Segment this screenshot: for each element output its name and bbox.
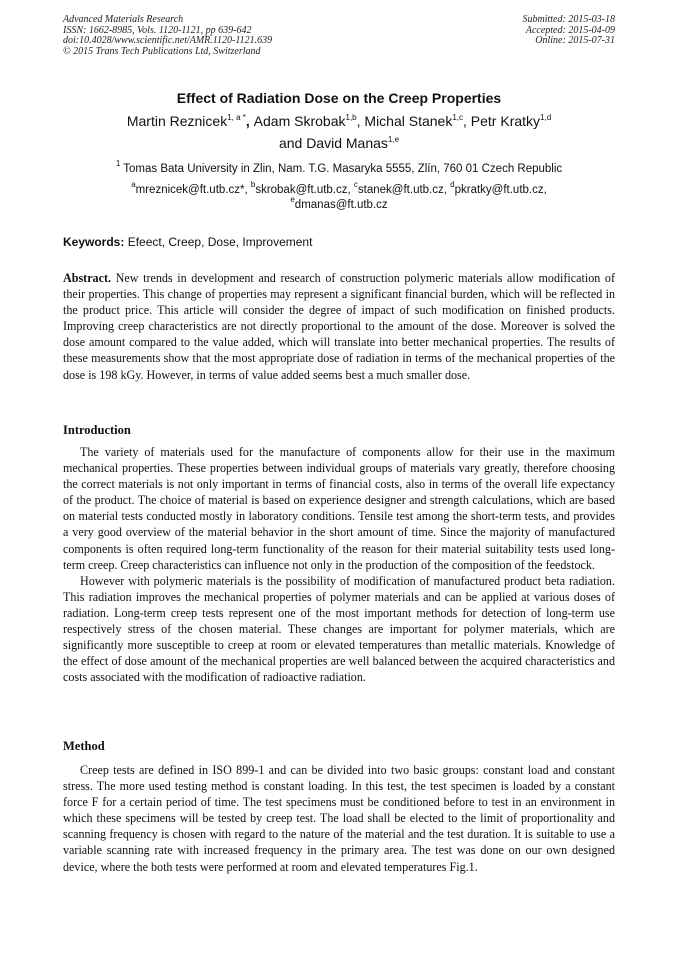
- abstract-label: Abstract.: [63, 271, 112, 285]
- issn-line: ISSN: 1662-8985, Vols. 1120-1121, pp 639-642: [63, 24, 252, 36]
- doi-line: doi:10.4028/www.scientific.net/AMR.1120-1121.639: [63, 35, 273, 46]
- email-address[interactable]: stanek@ft.utb.cz,: [357, 184, 451, 196]
- author-list: [40, 110, 638, 154]
- email-list: [40, 180, 638, 213]
- email-address[interactable]: pkratky@ft.utb.cz,: [454, 184, 547, 196]
- email-sup: c: [353, 180, 358, 189]
- introduction-heading: Introduction: [63, 423, 131, 437]
- author-sep: ,: [463, 113, 471, 129]
- email-line-2: [40, 195, 638, 213]
- submitted-date: Submitted: 2015-03-18: [522, 14, 615, 25]
- author-affil-sup: 1,c: [452, 113, 464, 122]
- method-body: [63, 762, 615, 875]
- keywords-label: Keywords:: [63, 235, 125, 249]
- paper-title: Effect of Radiation Dose on the Creep Properties: [176, 90, 502, 106]
- paragraph: The variety of materials used for the manufacture of components allow for their use in the maximum mechanical properties. These properties between individual groups of materials vary greatly, therefore choosing the correct materials is not only important in terms of financial costs, also in terms of the overall life expectancy of the product. The choice of material is based on experience designer and strength calculations, which are based on material tests conducted mostly in laboratory conditions. Tensile test among the short-term tests, and provides a very good overview of the material behavior in the short amount of time. Since the majority of manufactured components is often required long-term functionality of the reason for their material suitability tests used long-term creep. Creep characteristics can influence not only in the production of the composition of the feedstock.: [63, 445, 615, 572]
- author-affil-sup: 1,e: [387, 135, 400, 144]
- author-line-2: [40, 132, 638, 154]
- author-sep: ,: [356, 113, 365, 129]
- journal-info: [63, 15, 272, 57]
- keywords-text: Efeect, Creep, Dose, Improvement: [124, 235, 313, 249]
- author-name: Petr Kratky: [470, 113, 541, 129]
- email-sup: e: [290, 195, 295, 204]
- paragraph: Creep tests are defined in ISO 899-1 and can be divided into two basic groups: constant load and constant stress. The more used testing method is constant loading. In this test, the test specimen is loaded by a constant force F for a certain period of time. The test specimens must be conditioned before to test in an environment in which these specimens will be tested by creep test. The load shall be elected to the limit of proportionality and scanning frequency is chosen with regard to the nature of the material and the test duration. It is suitable to use a variable scanning rate with increased frequency in the primary area. The test was done on our own designed device, where the both tests were performed at room and elevated temperatures Fig.1.: [63, 763, 615, 874]
- affiliation: [40, 159, 638, 177]
- author-name: and David Manas: [278, 135, 388, 151]
- email-sup: a: [131, 180, 136, 189]
- copyright-line: © 2015 Trans Tech Publications Ltd, Switzerland: [63, 45, 261, 57]
- email-address[interactable]: skrobak@ft.utb.cz,: [255, 184, 354, 196]
- email-address[interactable]: mreznicek@ft.utb.cz*,: [135, 184, 251, 196]
- author-name: Adam Skrobak: [253, 113, 346, 129]
- author-name: Michal Stanek: [364, 113, 453, 129]
- email-sup: b: [250, 180, 256, 189]
- online-date: Online: 2015-07-31: [535, 35, 615, 46]
- title-block: [40, 88, 638, 213]
- introduction-body: [63, 444, 615, 685]
- keywords: [63, 235, 615, 250]
- email-address[interactable]: dmanas@ft.utb.cz: [294, 199, 388, 211]
- journal-name: Advanced Materials Research: [63, 14, 184, 25]
- affiliation-text: Tomas Bata University in Zlin, Nam. T.G. Masaryka 5555, Zlín, 760 01 Czech Republic: [123, 163, 563, 175]
- author-affil-sup: 1, a *: [227, 113, 246, 122]
- abstract-text: New trends in development and research of construction polymeric materials allow modification of their properties. This change of properties may represent a significant financial burden, which will be reflected in the product price. This article will consider the degree of impact of such modification on finished products. Improving creep characteristics are not directly proportional to the amount of the dose. Moreover is solved the dose amount compared to the value added, which will translate into better mechanical properties. The results of these measurements show that the most appropriate dose of radiation in terms of the mechanical properties of the dose is 198 kGy. However, in terms of value added seems best a much smaller dose.: [63, 271, 615, 382]
- author-affil-sup: 1,d: [540, 113, 552, 122]
- abstract: [63, 270, 615, 383]
- submission-dates: [523, 15, 616, 47]
- paragraph: However with polymeric materials is the possibility of modification of manufactured product beta radiation. This radiation improves the mechanical properties of polymer materials and can be applied at various doses of radiation. Long-term creep tests represent one of the most important methods for detection of long-term use respectively stress of the chosen material. These changes are important for polymer materials, which are significantly more susceptible to creep at room or elevated temperatures than metallic materials. Knowledge of the effect of dose amount of the mechanical properties are well balanced between the acquired characteristics and costs associated with the modification of radioactive radiation.: [63, 573, 615, 685]
- accepted-date: Accepted: 2015-04-09: [525, 24, 615, 36]
- author-affil-sup: 1,b: [345, 113, 357, 122]
- email-line-1: [40, 180, 638, 198]
- author-line-1: [40, 110, 638, 132]
- email-sup: d: [450, 180, 455, 189]
- affiliation-sup: 1: [115, 159, 121, 168]
- method-heading: Method: [63, 739, 105, 753]
- author-name: Martin Reznicek: [126, 113, 228, 129]
- author-sep: ,: [245, 113, 254, 129]
